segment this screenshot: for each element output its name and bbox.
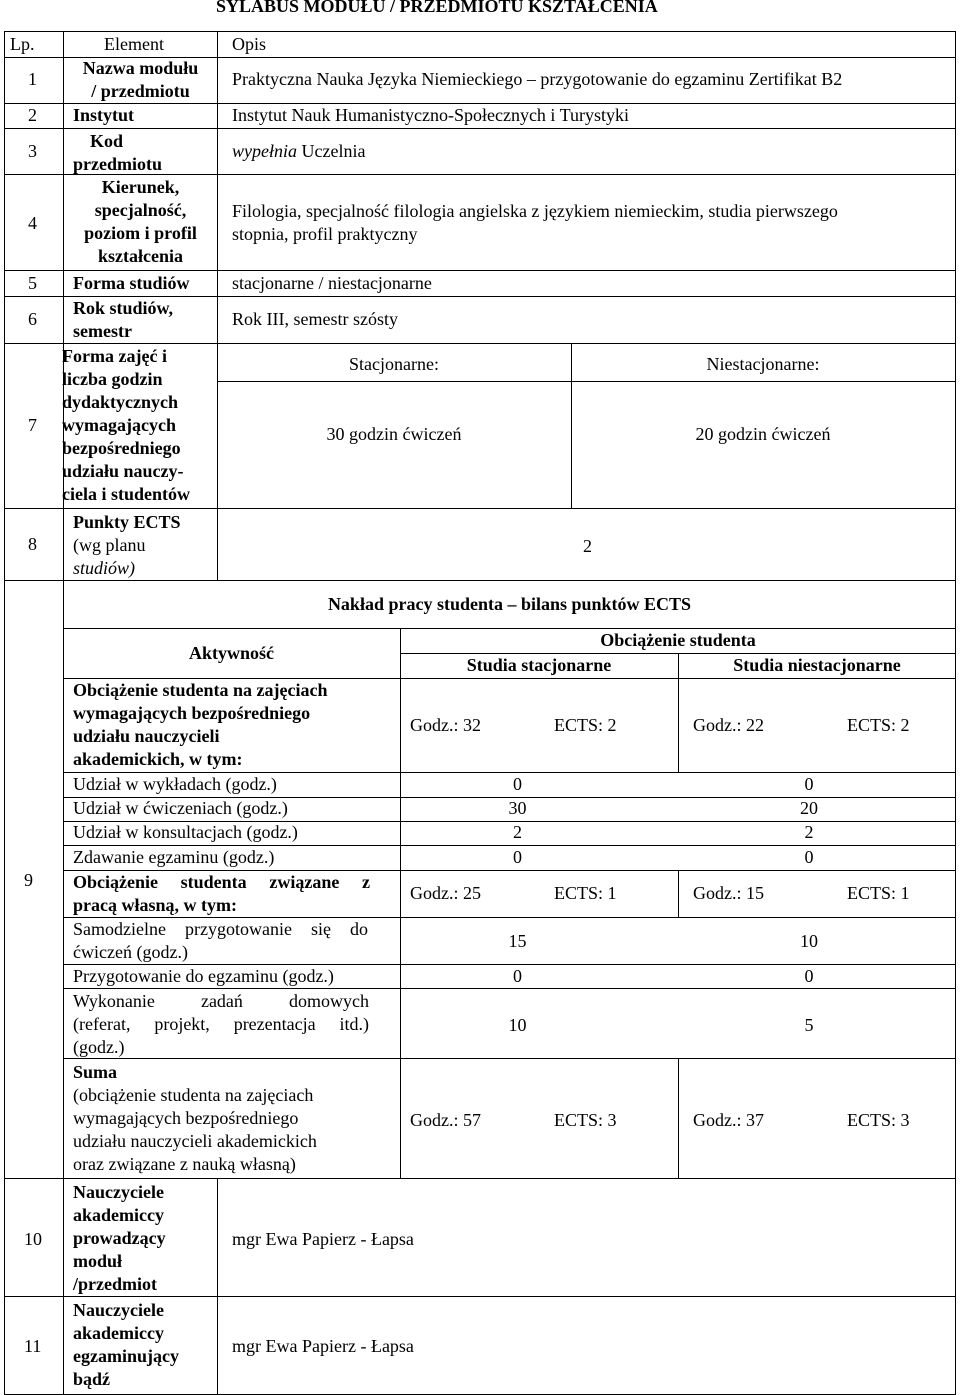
item-konsultacje-label: Udział w konsultacjach (godz.) xyxy=(73,822,298,842)
item-samodzielne-niestac: 10 xyxy=(800,931,818,951)
sum-hours-stac: Godz.: 57 xyxy=(410,1110,481,1130)
studia-niestacjonarne-header: Studia niestacjonarne xyxy=(733,655,901,675)
workload-sum-label: Suma (obciążenie studenta na zajęciach wymagających bezpośredniego udziału nauczycieli akademickich oraz związane z nauką własną) xyxy=(73,1062,317,1174)
item-cwiczenia-niestac: 20 xyxy=(800,798,818,818)
studia-stacjonarne-header: Studia stacjonarne xyxy=(466,655,612,675)
row-divider xyxy=(4,508,956,509)
column-header-element: Element xyxy=(104,34,164,54)
column-divider xyxy=(217,1178,218,1395)
stacjonarne-header: Stacjonarne: xyxy=(349,354,439,374)
item-samodzielne-label: Samodzielne przygotowanie się do ćwiczeń (godz.) xyxy=(73,919,368,962)
workload-title: Nakład pracy studenta – bilans punktów ECTS xyxy=(327,594,692,614)
item-konsultacje-niestac: 2 xyxy=(804,822,814,842)
row-label-forma-studiow: Forma studiów xyxy=(73,273,190,293)
item-zadania-label: Wykonanie zadań domowych (referat, projekt, prezentacja itd.) (godz.) xyxy=(73,991,369,1057)
column-divider xyxy=(217,31,218,581)
document-title: SYLABUS MODUŁU / PRZEDMIOTU KSZTAŁCENIA xyxy=(216,0,658,16)
row-number: 7 xyxy=(28,415,37,435)
column-header-lp: Lp. xyxy=(10,34,35,54)
contact-hours-niestac: Godz.: 22 xyxy=(693,715,764,735)
row-divider xyxy=(4,580,956,581)
sum-ects-niestac: ECTS: 3 xyxy=(847,1110,910,1130)
ects-points: 2 xyxy=(583,536,592,556)
row-label-forma-zajec: Forma zajęć i liczba godzin dydaktycznych wymagających bezpośredniego udziału nauczy- ciela i studentów xyxy=(62,346,190,504)
row-number: 1 xyxy=(28,69,37,89)
row-divider xyxy=(4,270,956,271)
row-number: 2 xyxy=(28,105,37,125)
row-divider xyxy=(63,988,956,989)
row-label-nazwa-modulu: Nazwa modułu / przedmiotu xyxy=(82,58,199,101)
examiner-name: mgr Ewa Papierz - Łapsa xyxy=(232,1336,414,1356)
stacjonarne-hours: 30 godzin ćwiczeń xyxy=(326,424,462,444)
row-divider xyxy=(4,128,956,129)
niestacjonarne-header: Niestacjonarne: xyxy=(706,354,820,374)
contact-ects-stac: ECTS: 2 xyxy=(554,715,617,735)
row-divider xyxy=(217,381,956,382)
row-label-rok-studiow: Rok studiów, semestr xyxy=(73,298,174,341)
row-label-kierunek: Kierunek, specjalność, poziom i profil kształcenia xyxy=(84,177,197,266)
item-przyg-egz-label: Przygotowanie do egzaminu (godz.) xyxy=(73,966,334,986)
sum-hours-niestac: Godz.: 37 xyxy=(693,1110,764,1130)
study-form: stacjonarne / niestacjonarne xyxy=(232,273,432,293)
field-of-study: Filologia, specjalność filologia angielska z językiem niemieckim, studia pierwszego stopnia, profil praktyczny xyxy=(232,201,838,244)
item-wyklady-label: Udział w wykładach (godz.) xyxy=(73,774,277,794)
teacher-name: mgr Ewa Papierz - Łapsa xyxy=(232,1229,414,1249)
self-hours-stac: Godz.: 25 xyxy=(410,883,481,903)
row-divider xyxy=(4,1178,956,1179)
item-konsultacje-stac: 2 xyxy=(513,822,522,842)
column-divider xyxy=(678,870,679,917)
institute-name: Instytut Nauk Humanistyczno-Społecznych i Turystyki xyxy=(232,105,629,125)
self-ects-stac: ECTS: 1 xyxy=(554,883,617,903)
self-ects-niestac: ECTS: 1 xyxy=(847,883,910,903)
row-label-prowadzacy: Nauczyciele akademiccy prowadzący moduł /przedmiot xyxy=(73,1182,166,1294)
row-number: 9 xyxy=(24,870,33,890)
item-wyklady-niestac: 0 xyxy=(804,774,814,794)
workload-self-study-label: Obciążenie studenta związane z pracą własną, w tym: xyxy=(73,872,370,915)
item-egzamin-stac: 0 xyxy=(513,847,522,867)
item-wyklady-stac: 0 xyxy=(513,774,522,794)
row-label-kod-przedmiotu: Kod przedmiotu xyxy=(73,131,162,174)
workload-contact-label: Obciążenie studenta na zajęciach wymagających bezpośredniego udziału nauczycieli akademickich, w tym: xyxy=(73,680,328,769)
contact-ects-niestac: ECTS: 2 xyxy=(847,715,910,735)
self-hours-niestac: Godz.: 15 xyxy=(693,883,764,903)
course-code: wypełnia Uczelnia xyxy=(232,141,366,161)
niestacjonarne-hours: 20 godzin ćwiczeń xyxy=(695,424,831,444)
obciazenie-header: Obciążenie studenta xyxy=(600,630,756,650)
row-number: 6 xyxy=(28,309,37,329)
table-border-right xyxy=(955,31,956,1395)
module-name: Praktyczna Nauka Języka Niemieckiego – przygotowanie do egzaminu Zertifikat B2 xyxy=(232,69,843,89)
row-number: 5 xyxy=(28,273,37,293)
row-divider xyxy=(4,343,956,344)
aktywnosc-header: Aktywność xyxy=(188,643,274,663)
row-divider xyxy=(4,1296,956,1297)
item-cwiczenia-label: Udział w ćwiczeniach (godz.) xyxy=(73,798,288,818)
row-label-punkty-ects: Punkty ECTS (wg planu studiów) xyxy=(73,512,181,578)
item-samodzielne-stac: 15 xyxy=(508,931,527,951)
table-border-left xyxy=(4,31,5,1395)
row-label-instytut: Instytut xyxy=(73,105,135,125)
column-divider xyxy=(678,1058,679,1178)
item-przyg-egz-stac: 0 xyxy=(513,966,522,986)
column-header-opis: Opis xyxy=(232,34,267,54)
item-egzamin-niestac: 0 xyxy=(804,847,814,867)
column-divider xyxy=(400,628,401,1178)
item-zadania-stac: 10 xyxy=(508,1015,527,1035)
item-egzamin-label: Zdawanie egzaminu (godz.) xyxy=(73,847,275,867)
year-semester: Rok III, semestr szósty xyxy=(232,309,398,329)
sum-ects-stac: ECTS: 3 xyxy=(554,1110,617,1130)
row-number: 4 xyxy=(28,213,37,233)
item-cwiczenia-stac: 30 xyxy=(508,798,527,818)
row-label-egzaminujacy: Nauczyciele akademiccy egzaminujący bądź xyxy=(73,1300,179,1389)
row-number: 8 xyxy=(28,534,37,554)
contact-hours-stac: Godz.: 32 xyxy=(410,715,481,735)
row-number: 3 xyxy=(28,141,37,161)
item-zadania-niestac: 5 xyxy=(804,1015,814,1035)
table-border-top xyxy=(4,31,956,32)
row-number: 10 xyxy=(24,1229,42,1249)
item-przyg-egz-niestac: 0 xyxy=(804,966,814,986)
row-number: 11 xyxy=(24,1336,42,1356)
